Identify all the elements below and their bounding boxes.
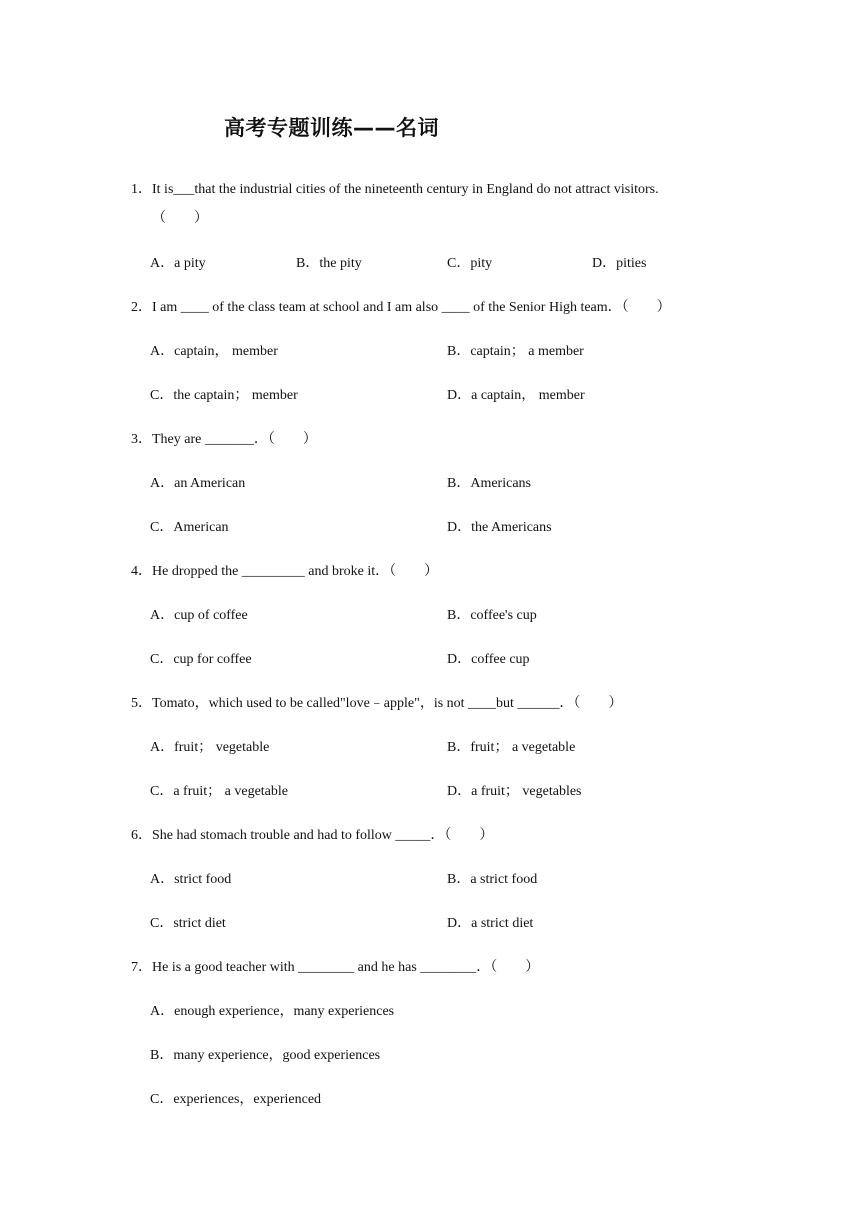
question-2-option-c: C．the captain； member [150, 388, 298, 403]
question-7-option-a: A．enough experience，many experiences [150, 1004, 395, 1019]
question-5-option-a: A．fruit； vegetable [150, 740, 270, 755]
question-1-option-a: A．a pity [150, 256, 206, 271]
question-3-option-d: D．the Americans [447, 520, 552, 535]
question-4-option-a: A．cup of coffee [150, 608, 248, 623]
question-7-stem: 7．He is a good teacher with ________ and he has ________．（ ） [131, 960, 540, 975]
question-5-option-c: C．a fruit； a vegetable [150, 784, 289, 799]
question-6-stem: 6．She had stomach trouble and had to follow _____．（ ） [131, 828, 494, 843]
question-1-option-d: D．pities [592, 256, 647, 271]
question-7-option-b: B．many experience，good experiences [150, 1048, 381, 1063]
question-5-option-d: D．a fruit； vegetables [447, 784, 582, 799]
question-2-option-b: B．captain； a member [447, 344, 584, 359]
question-6-option-b: B．a strict food [447, 872, 538, 887]
question-5-stem: 5．Tomato，which used to be called"love﹣apple"，is not ____but ______．（ ） [131, 696, 623, 711]
question-4-stem: 4．He dropped the _________ and broke it．（ ） [131, 564, 439, 579]
question-2-stem: 2．I am ____ of the class team at school and I am also ____ of the Senior High team．（ ） [131, 300, 671, 315]
question-2-option-d: D．a captain， member [447, 388, 585, 403]
question-7-option-c: C．experiences，experienced [150, 1092, 322, 1107]
question-6-option-a: A．strict food [150, 872, 232, 887]
question-1-answer-blank: （ ） [152, 211, 208, 226]
question-1-option-b: B．the pity [296, 256, 362, 271]
question-6-option-d: D．a strict diet [447, 916, 534, 931]
question-2-option-a: A．captain， member [150, 344, 278, 359]
question-4-option-c: C．cup for coffee [150, 652, 252, 667]
question-5-option-b: B．fruit； a vegetable [447, 740, 576, 755]
question-6-option-c: C．strict diet [150, 916, 226, 931]
question-3-option-a: A．an American [150, 476, 246, 491]
question-3-stem: 3．They are _______．（ ） [131, 432, 317, 447]
question-1-stem: 1．It is___that the industrial cities of the nineteenth century in England do not attract visitors. [131, 182, 659, 197]
question-3-option-c: C．American [150, 520, 229, 535]
question-4-option-b: B．coffee's cup [447, 608, 537, 623]
question-3-option-b: B．Americans [447, 476, 531, 491]
document-title: 高考专题训练——名词 [224, 116, 439, 140]
question-1-option-c: C．pity [447, 256, 493, 271]
question-4-option-d: D．coffee cup [447, 652, 530, 667]
